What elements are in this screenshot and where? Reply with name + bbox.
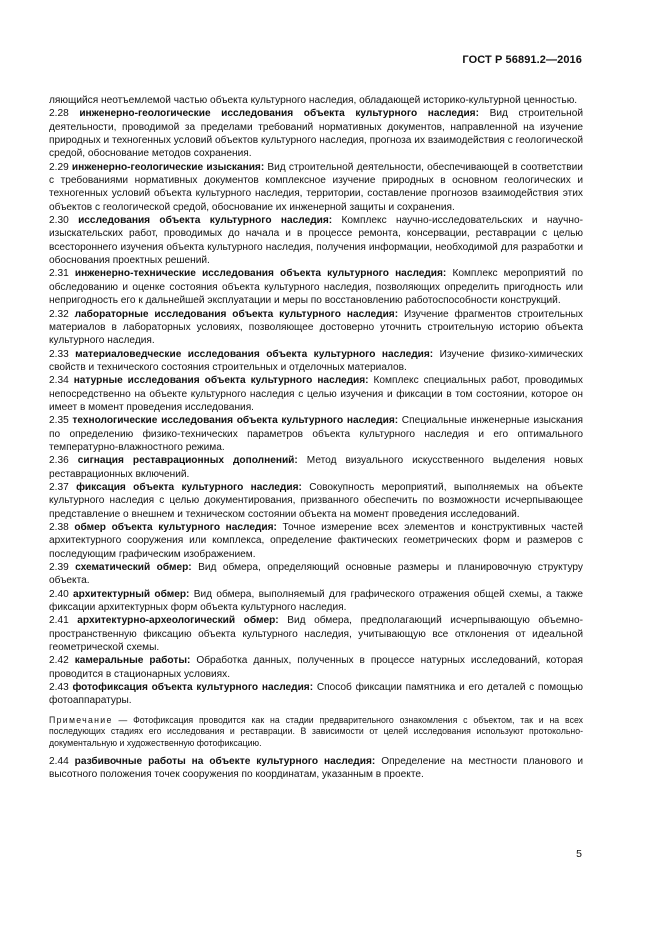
item-definition: Комплекс научно-исследовательских и научно-изыскательских работ, проводимых до начала и в процессе ремонта, консервации, реставрации с целью всестороннего изучения объекта культурного наследия, получения информации, необходимой для разработки и обоснования проектных решений. <box>49 215 583 267</box>
item-definition: Метод визуального искусственного выделения новых реставрационных включений. <box>49 455 583 480</box>
document-body <box>49 94 583 782</box>
item-number: 2.39 <box>49 562 69 574</box>
item-number: 2.38 <box>49 522 69 533</box>
item-term: инженерно-геологические изыскания: <box>71 161 265 173</box>
item-term: архитектурный обмер: <box>73 588 190 600</box>
definition-item <box>49 561 583 588</box>
definition-item <box>49 308 583 348</box>
item-definition: Вид обмера, предполагающий исчерпывающую объемно-пространственную фиксацию объекта культурного наследия, учитывающую все отклонения от идеальной геометрической схемы. <box>49 615 583 654</box>
note-paragraph <box>49 715 583 749</box>
definition-item <box>49 348 583 375</box>
item-definition: Точное измерение всех элементов и конструктивных частей архитектурного сооружения или комплекса, определение фактических геометрических форм и размеров с последующим графическим изображением. <box>49 522 583 560</box>
definition-item <box>49 214 583 267</box>
definition-item <box>49 481 583 521</box>
item-definition: Комплекс специальных работ, проводимых непосредственно на объекте культурного наследия с целью изучения и фиксации в том состоянии, которое он имеет в момент проведения исследования. <box>49 375 583 413</box>
item-term: материаловедческие исследования объекта культурного наследия: <box>75 348 434 360</box>
item-term: камеральные работы: <box>74 655 191 667</box>
definition-item <box>49 654 583 681</box>
item-definition: Вид обмера, выполняемый для графического отражения общей схемы, а также фиксации архитектурных форм объекта культурного наследия. <box>49 588 583 614</box>
item-term: схематический обмер: <box>75 562 192 574</box>
definition-item <box>49 521 583 561</box>
item-number: 2.42 <box>49 655 69 667</box>
item-term: разбивочные работы на объекте культурного наследия: <box>74 756 376 768</box>
item-number: 2.33 <box>49 348 69 360</box>
item-definition: Способ фиксации памятника и его деталей с помощью фотоаппаратуры. <box>49 682 583 707</box>
item-number: 2.36 <box>49 455 69 467</box>
document-id-header: ГОСТ Р 56891.2—2016 <box>462 54 582 66</box>
item-definition: Обработка данных, полученных в процессе натурных исследований, которая проводится в стационарных условиях. <box>49 655 583 680</box>
item-definition: Изучение фрагментов строительных материалов в лабораторных условиях, позволяющее достоверно уточнить строительную историю объекта культурного наследия. <box>49 308 583 347</box>
item-number: 2.35 <box>49 415 69 427</box>
item-term: лабораторные исследования объекта культурного наследия: <box>74 308 399 320</box>
note-text: — Фотофиксация проводится как на стадии предварительного ознакомления с объектом, так и на всех последующих стадиях его исследования и реставрации. В зависимости от целей исследования используют протокольно-документальную и художественную фотофиксацию. <box>49 714 583 748</box>
item-definition: Вид обмера, определяющий основные размеры и планировочную структуру объекта. <box>49 562 583 587</box>
item-definition: Изучение физико-химических свойств и технического состояния строительных и отделочных материалов. <box>49 348 583 373</box>
item-number: 2.28 <box>49 108 69 120</box>
definition-item <box>49 161 583 214</box>
item-term: инженерно-геологические исследования объекта культурного наследия: <box>79 108 479 120</box>
page-number: 5 <box>576 848 582 860</box>
item-term: сигнация реставрационных дополнений: <box>77 455 298 467</box>
item-number: 2.44 <box>49 756 69 768</box>
definition-item <box>49 414 583 454</box>
item-definition: Комплекс мероприятий по обследованию и оценке состояния объекта культурного наследия, позволяющих определить пригодность или непригодность его к дальнейшей эксплуатации и меры по восстановлению работоспособности конструкций. <box>49 268 583 307</box>
definitions-list <box>49 107 583 707</box>
item-number: 2.41 <box>49 615 69 627</box>
definition-item <box>49 681 583 708</box>
definition-item <box>49 454 583 481</box>
item-term: фиксация объекта культурного наследия: <box>76 481 302 493</box>
item-number: 2.43 <box>49 682 69 694</box>
item-definition: Вид строительной деятельности, обеспечивающей в соответствии с требованиями нормативных документов комплексное изучение природных в основном геологических и техногенных условий объекта культурного наследия, территории, составление прогнозов взаимодействия этих объектов с геологической средой, обоснование их инженерной защиты и сохранения. <box>49 161 583 213</box>
item-definition: Специальные инженерные изыскания по определению физико-технических параметров объекта культурного наследия и его оптимального температурно-влажностного режима. <box>49 415 583 453</box>
note-label: Примечание <box>49 714 113 725</box>
definition-item <box>49 755 583 782</box>
item-term: инженерно-технические исследования объекта культурного наследия: <box>74 268 447 280</box>
definition-item <box>49 374 583 414</box>
item-definition: Определение на местности планового и высотного положения точек сооружения по координатам, указанным в проекте. <box>49 756 583 781</box>
item-number: 2.37 <box>49 481 69 493</box>
item-number: 2.30 <box>49 215 69 227</box>
item-number: 2.34 <box>49 375 69 387</box>
definition-item <box>49 107 583 160</box>
item-number: 2.40 <box>49 588 69 600</box>
lead-paragraph: ляющийся неотъемлемой частью объекта культурного наследия, обладающей историко-культурной ценностью. <box>49 95 578 106</box>
item-number: 2.29 <box>49 161 69 173</box>
item-number: 2.31 <box>49 268 69 280</box>
item-number: 2.32 <box>49 308 69 320</box>
item-definition: Совокупность мероприятий, выполняемых на объекте культурного наследия с целью документирования, призванного обеспечить по возможности исчерпывающее представление о внешнем и техническом состоянии объекта на момент проведения исследований. <box>49 481 583 520</box>
item-term: архитектурно-археологический обмер: <box>77 615 279 627</box>
item-definition: Вид строительной деятельности, проводимой за пределами требований нормативных документов, направленной на изучение природных и техногенных условий объектов культурного наследия, прогноза их взаимодействия с геологической средой, обоснование методов сохранения. <box>49 108 583 160</box>
item-term: фотофиксация объекта культурного наследия: <box>72 682 314 694</box>
item-term: натурные исследования объекта культурного наследия: <box>73 375 369 387</box>
definition-item <box>49 267 583 307</box>
item-term: технологические исследования объекта культурного наследия: <box>72 415 399 427</box>
item-term: исследования объекта культурного наследия: <box>78 215 333 227</box>
item-term: обмер объекта культурного наследия: <box>74 522 277 533</box>
definition-item <box>49 588 583 615</box>
definition-item <box>49 614 583 654</box>
